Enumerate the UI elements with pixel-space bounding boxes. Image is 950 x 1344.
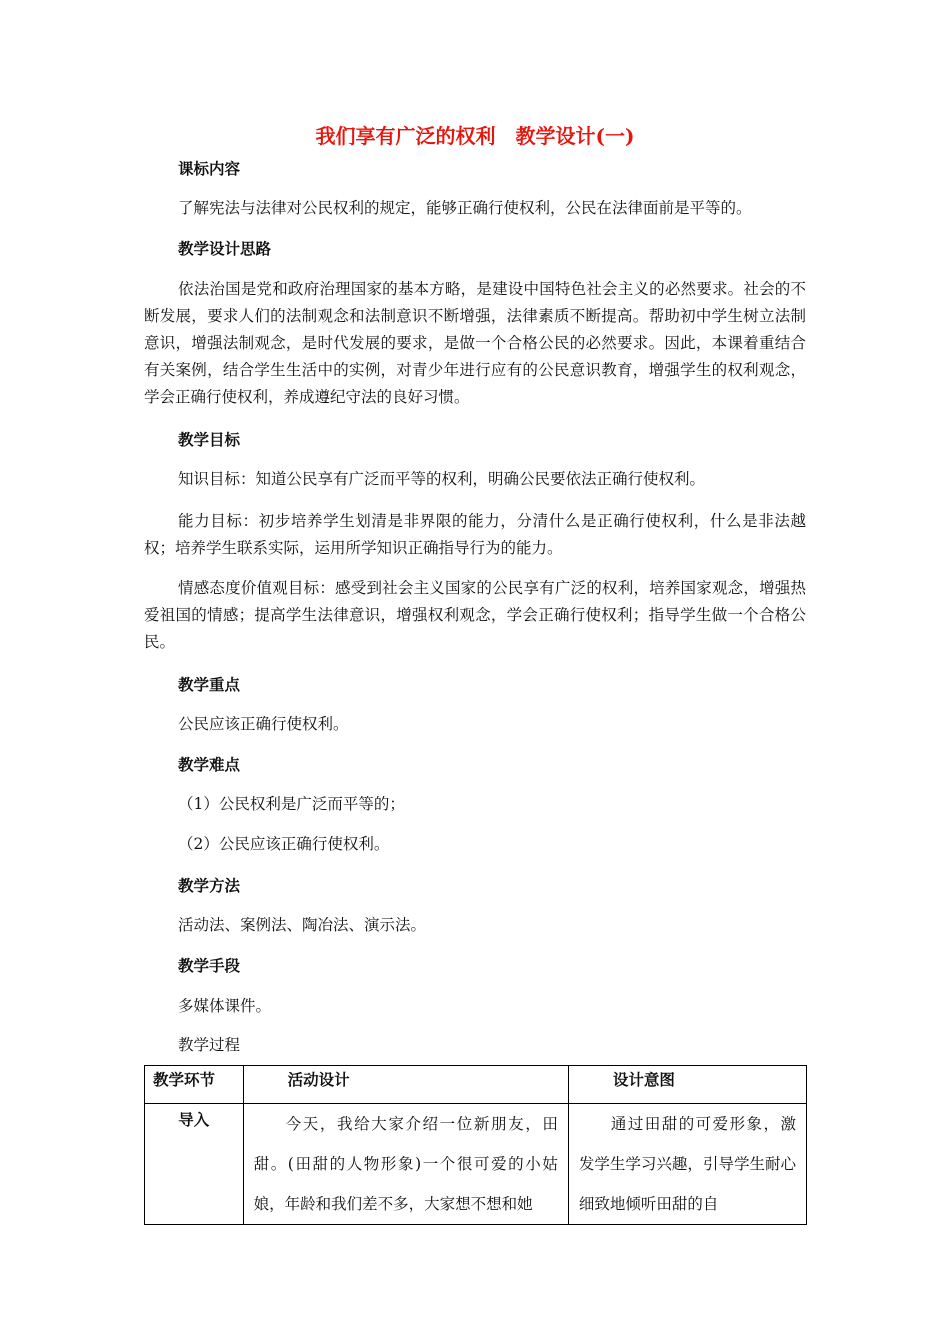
objective-emotion: 情感态度价值观目标：感受到社会主义国家的公民享有广泛的权利，培养国家观念，增强热爱祖国的情感；提高学生法律意识，增强权利观念，学会正确行使权利；指导学生做一个合格公民。 — [144, 579, 806, 651]
difficulty-item-1: （1）公民权利是广泛而平等的； — [178, 795, 405, 813]
method-text: 活动法、案例法、陶冶法、演示法。 — [178, 916, 427, 934]
heading-method: 教学方法 — [178, 876, 241, 895]
curriculum-text: 了解宪法与法律对公民权利的规定，能够正确行使权利，公民在法律面前是平等的。 — [178, 199, 752, 217]
table-row — [145, 1104, 807, 1225]
heading-difficulty: 教学难点 — [178, 755, 241, 774]
key-point-text: 公民应该正确行使权利。 — [178, 715, 349, 733]
difficulty-item-2: （2）公民应该正确行使权利。 — [178, 835, 390, 853]
document-title: 我们享有广泛的权利 教学设计(一) — [315, 124, 635, 148]
heading-key-point: 教学重点 — [178, 675, 241, 694]
heading-means: 教学手段 — [178, 956, 241, 975]
means-text: 多媒体课件。 — [178, 997, 272, 1015]
heading-objectives: 教学目标 — [178, 430, 241, 449]
intent-cell: 通过田甜的可爱形象，激发学生学习兴趣，引导学生耐心细致地倾听田甜的自 — [568, 1104, 806, 1225]
heading-design-idea: 教学设计思路 — [178, 239, 272, 258]
table-header-row — [145, 1066, 807, 1104]
design-idea-text: 依法治国是党和政府治理国家的基本方略，是建设中国特色社会主义的必然要求。社会的不断发展，要求人们的法制观念和法制意识不断增强，法律素质不断提高。帮助初中学生树立法制意识，增强法制观念，是时代发展的要求，是做一个合格公民的必然要求。因此，本课着重结合有关案例，结合学生生活中的实例，对青少年进行应有的公民意识教育，增强学生的权利观念，学会正确行使权利，养成遵纪守法的良好习惯。 — [144, 280, 806, 406]
process-label: 教学过程 — [178, 1036, 241, 1054]
header-intent: 设计意图 — [568, 1066, 806, 1104]
header-activity: 活动设计 — [243, 1066, 568, 1104]
header-stage: 教学环节 — [145, 1066, 244, 1104]
objective-ability: 能力目标：初步培养学生划清是非界限的能力，分清什么是正确行使权利，什么是非法越权；培养学生联系实际，运用所学知识正确指导行为的能力。 — [144, 512, 806, 557]
teaching-process-table — [144, 1065, 807, 1225]
objective-knowledge: 知识目标：知道公民享有广泛而平等的权利，明确公民要依法正确行使权利。 — [178, 470, 706, 488]
stage-cell: 导入 — [145, 1104, 244, 1225]
heading-curriculum: 课标内容 — [178, 159, 241, 178]
activity-cell: 今天，我给大家介绍一位新朋友，田甜。(田甜的人物形象)一个很可爱的小姑娘，年龄和我们差不多，大家想不想和她 — [243, 1104, 568, 1225]
